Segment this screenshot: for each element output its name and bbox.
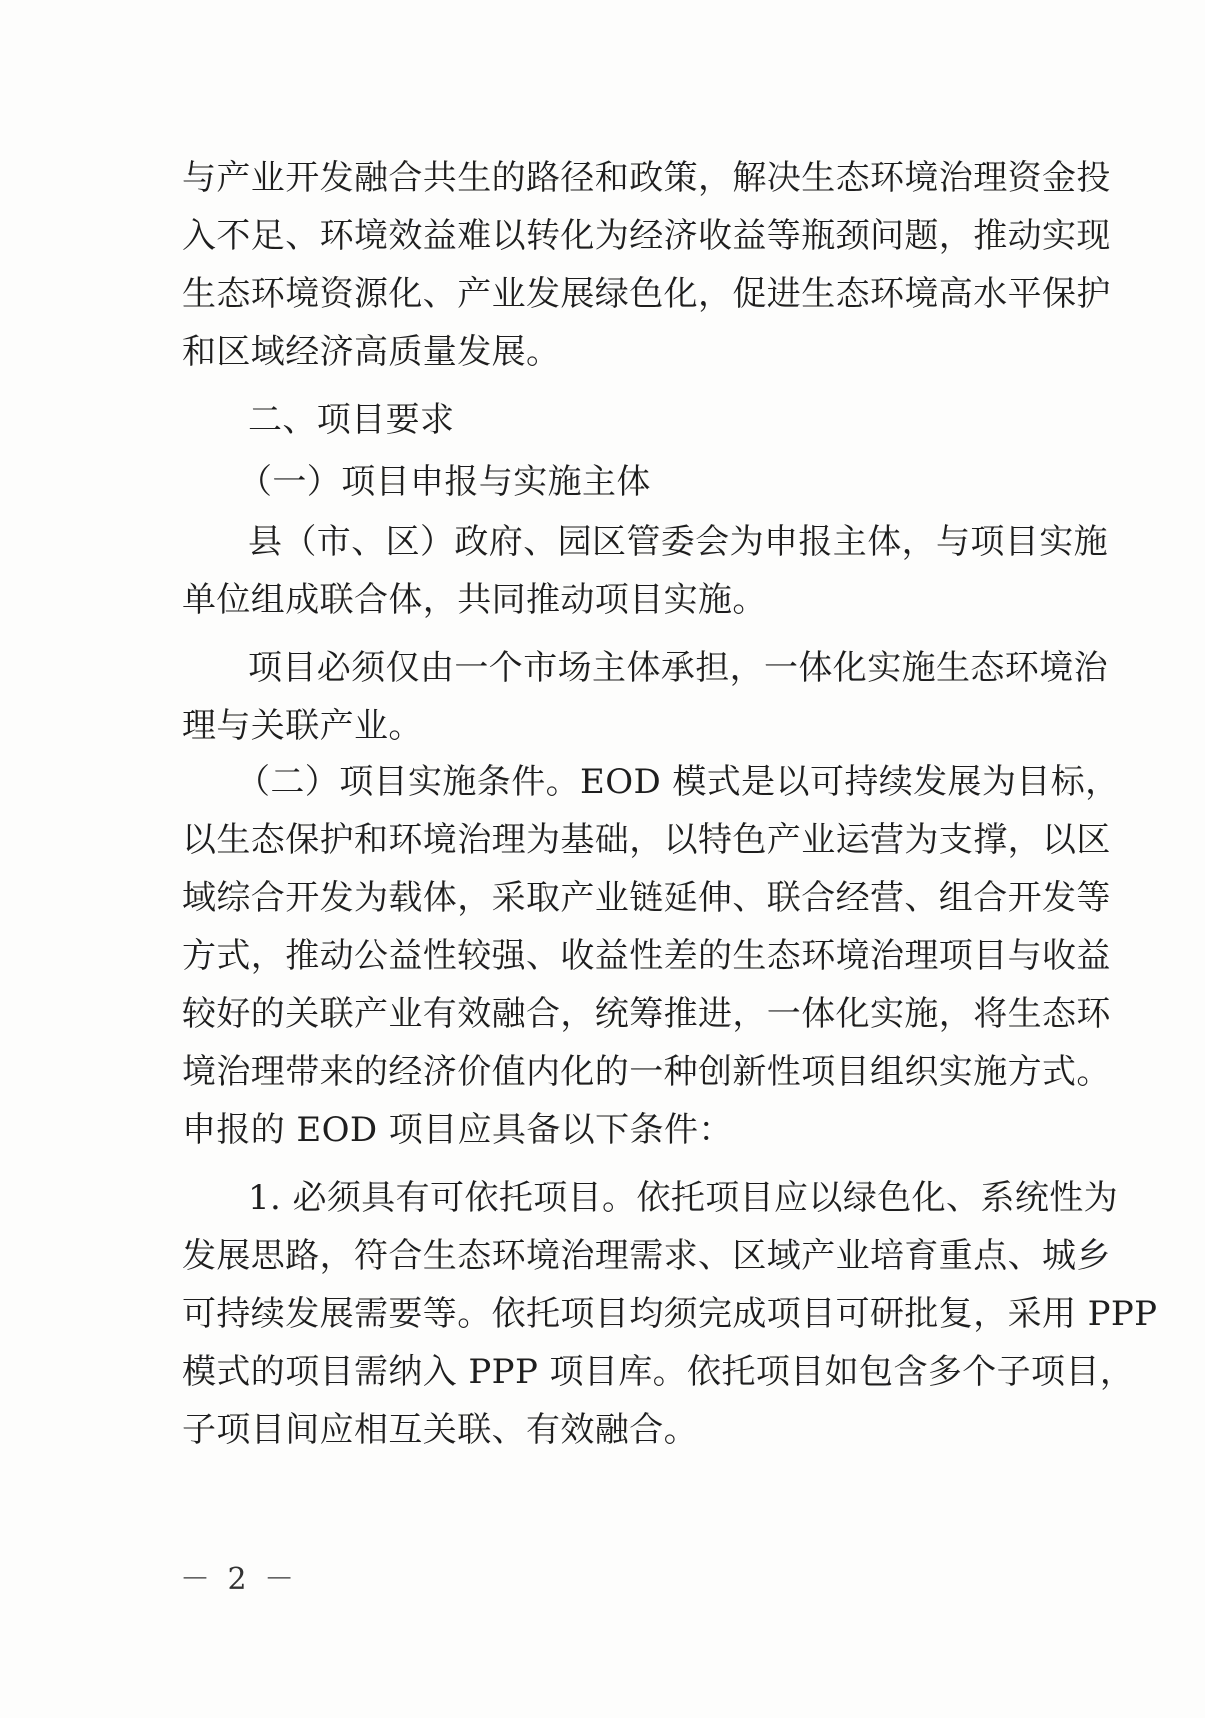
body-line: 理与关联产业。 [182, 706, 423, 746]
section-heading: 二、项目要求 [248, 400, 455, 440]
body-line: 与产业开发融合共生的路径和政策，解决生态环境治理资金投 [182, 158, 1111, 198]
body-line: 县（市、区）政府、园区管委会为申报主体，与项目实施 [248, 522, 1108, 562]
body-line: 较好的关联产业有效融合，统筹推进，一体化实施，将生态环 [182, 994, 1111, 1034]
body-line: 入不足、环境效益难以转化为经济收益等瓶颈问题，推动实现 [182, 216, 1111, 256]
subsection-heading: （一）项目申报与实施主体 [238, 462, 651, 502]
body-line: 方式，推动公益性较强、收益性差的生态环境治理项目与收益 [182, 936, 1111, 976]
body-line: （二）项目实施条件。EOD 模式是以可持续发展为目标， [236, 762, 1120, 802]
body-line: 1. 必须具有可依托项目。依托项目应以绿色化、系统性为 [248, 1178, 1119, 1218]
body-line: 模式的项目需纳入 PPP 项目库。依托项目如包含多个子项目， [182, 1352, 1135, 1392]
body-line: 域综合开发为载体，采取产业链延伸、联合经营、组合开发等 [182, 878, 1111, 918]
body-line: 申报的 EOD 项目应具备以下条件： [182, 1110, 733, 1150]
body-line: 境治理带来的经济价值内化的一种创新性项目组织实施方式。 [182, 1052, 1111, 1092]
body-line: 可持续发展需要等。依托项目均须完成项目可研批复，采用 PPP [182, 1294, 1158, 1334]
body-line: 项目必须仅由一个市场主体承担，一体化实施生态环境治 [248, 648, 1108, 688]
body-line: 单位组成联合体，共同推动项目实施。 [182, 580, 767, 620]
page-number: － 2 － [180, 1562, 299, 1597]
body-line: 生态环境资源化、产业发展绿色化，促进生态环境高水平保护 [182, 274, 1111, 314]
body-line: 和区域经济高质量发展。 [182, 332, 561, 372]
body-line: 发展思路，符合生态环境治理需求、区域产业培育重点、城乡 [182, 1236, 1111, 1276]
body-line: 子项目间应相互关联、有效融合。 [182, 1410, 698, 1450]
body-line: 以生态保护和环境治理为基础，以特色产业运营为支撑，以区 [182, 820, 1111, 860]
